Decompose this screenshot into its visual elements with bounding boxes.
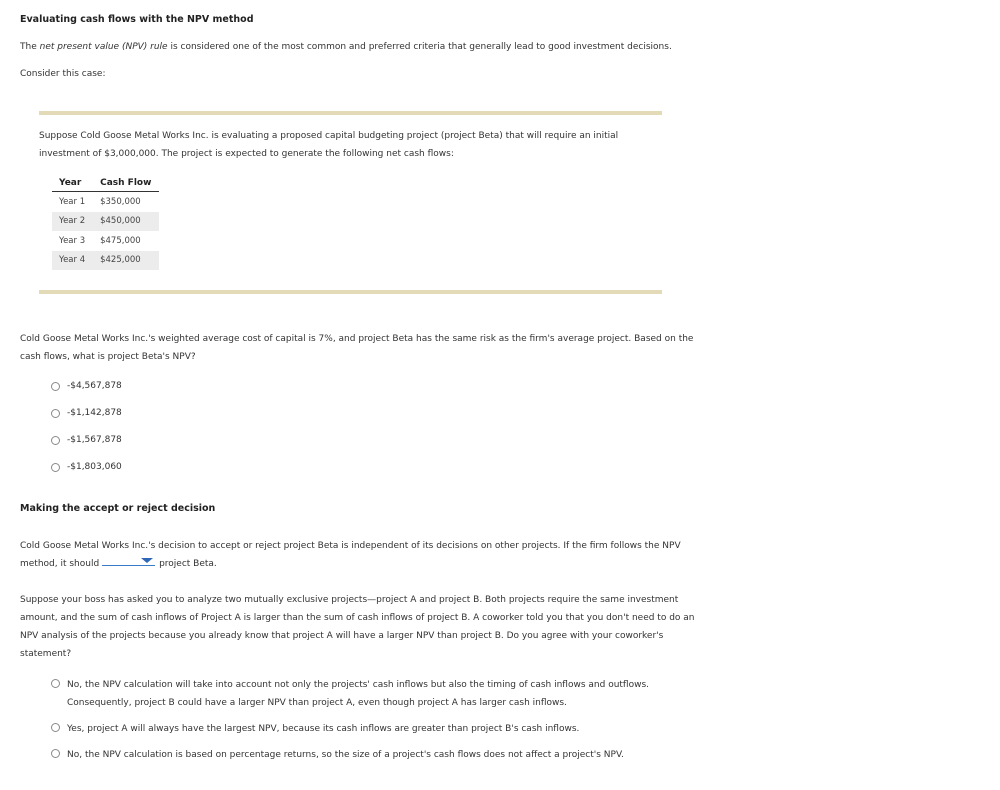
question3-line-3: NPV analysis of the projects because you already know that project A will have a larger NPV than project B. Do you agree with your coworker's <box>20 631 664 641</box>
intro-paragraph <box>20 38 672 56</box>
intro-italic-term: net present value (NPV) rule <box>39 42 168 52</box>
radio-button[interactable] <box>51 436 60 445</box>
radio-button[interactable] <box>51 749 60 758</box>
consider-text: Consider this case: <box>20 69 106 79</box>
cell-year: Year 3 <box>59 235 86 246</box>
table-row <box>52 251 159 271</box>
cell-year: Year 2 <box>52 212 93 232</box>
option-label: -$4,567,878 <box>67 381 122 391</box>
header-year: Year <box>52 176 93 192</box>
question1-line-2: cash flows, what is project Beta's NPV? <box>20 352 196 362</box>
cell-cash-flow: $450,000 <box>93 212 159 232</box>
question3-line-1: Suppose your boss has asked you to analyze two mutually exclusive projects—project A and project B. Both projects require the same investment <box>20 595 679 605</box>
radio-button[interactable] <box>51 723 60 732</box>
option-label: Yes, project A will always have the largest NPV, because its cash inflows are greater than project B's cash inflows. <box>67 724 580 734</box>
cell-cash-flow: $475,000 <box>100 235 141 246</box>
radio-button[interactable] <box>51 382 60 391</box>
intro-suffix: is considered one of the most common and preferred criteria that generally lead to good investment decisions. <box>167 42 672 52</box>
case-box-bottom-rule <box>39 290 662 294</box>
cell-year: Year 1 <box>59 196 86 207</box>
option-line-1: No, the NPV calculation will take into account not only the projects' cash inflows but also the timing of cash inflows and outflows. <box>67 680 650 690</box>
option-label: -$1,803,060 <box>67 462 122 472</box>
question3-line-2: amount, and the sum of cash inflows of Project A is larger than the sum of cash inflows of project B. A coworker told you that you don't need to do an <box>20 613 695 623</box>
radio-button[interactable] <box>51 463 60 472</box>
question1-line-1: Cold Goose Metal Works Inc.'s weighted average cost of capital is 7%, and project Beta has the same risk as the firm's average project. Based on the <box>20 334 694 344</box>
accept-reject-dropdown[interactable] <box>102 555 155 566</box>
intro-prefix: The <box>20 42 40 52</box>
decision-line-2 <box>20 555 217 573</box>
cell-year: Year 4 <box>52 251 93 271</box>
radio-button[interactable] <box>51 679 60 688</box>
option-line-2: Consequently, project B could have a larger NPV than project A, even though project A has larger cash inflows. <box>67 698 567 708</box>
option-label <box>67 676 707 712</box>
chevron-down-icon <box>141 558 153 563</box>
case-line-2: investment of $3,000,000. The project is expected to generate the following net cash flows: <box>39 149 454 159</box>
option-label: -$1,142,878 <box>67 408 122 418</box>
option-label: -$1,567,878 <box>67 435 122 445</box>
section-heading: Making the accept or reject decision <box>20 503 216 514</box>
question3-line-4: statement? <box>20 649 72 659</box>
table-row <box>52 231 159 251</box>
option-label: No, the NPV calculation is based on percentage returns, so the size of a project's cash flows does not affect a project's NPV. <box>67 750 624 760</box>
cash-flow-table <box>52 176 159 270</box>
decision-line-1: Cold Goose Metal Works Inc.'s decision to accept or reject project Beta is independent of its decisions on other projects. If the firm follows the NPV <box>20 541 681 551</box>
page-title: Evaluating cash flows with the NPV method <box>20 14 254 25</box>
table-row <box>52 212 159 232</box>
cell-cash-flow: $350,000 <box>100 196 141 207</box>
table-row <box>52 192 159 212</box>
decision-suffix: project Beta. <box>159 559 217 569</box>
table-header-row <box>52 176 159 192</box>
decision-prefix: method, it should <box>20 559 100 569</box>
case-line-1: Suppose Cold Goose Metal Works Inc. is evaluating a proposed capital budgeting project (project Beta) that will require an initial <box>39 131 619 141</box>
cell-cash-flow: $425,000 <box>93 251 159 271</box>
radio-button[interactable] <box>51 409 60 418</box>
header-cash-flow: Cash Flow <box>93 176 159 192</box>
case-box-top-rule <box>39 111 662 115</box>
